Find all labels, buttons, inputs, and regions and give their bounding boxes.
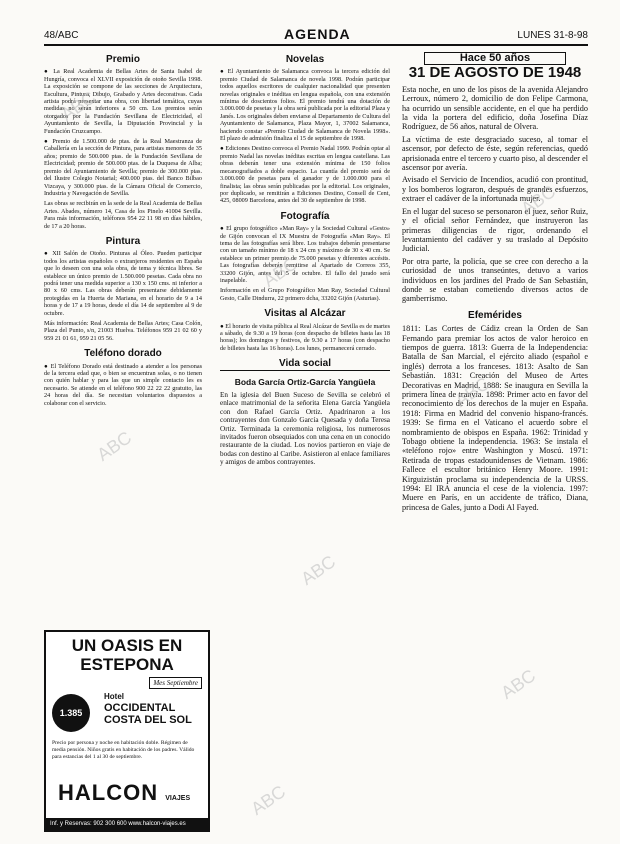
premio-text-3: Las obras se recibirán en la sede de la Real Academia de Bellas Artes. Abades, número 14, Casa de los Pinelo 41004 Sevilla. Para más información, teléfonos 954 22 11 98 en días hábiles, de 17 a 20 horas.: [44, 200, 202, 230]
ad-brand: HALCON: [58, 780, 159, 805]
pintura-text-2: Más información: Real Academia de Bellas Artes; Casa Colón, Plaza del Punto, s/n, 21003 Huelva. Teléfonos 959 21 02 60 y 959 21 01 61, 959 21 05 56.: [44, 320, 202, 342]
hace-text-4: En el lugar del suceso se personaron el juez, señor Ruiz, y el oficial señor Fernández, que instruyeron las primeras diligencias de rigor, ordenando el levantamiento del cadáver y su traslado al Depósito Judicial.: [402, 206, 588, 254]
wedding-title: Boda García Ortiz-García Yangüela: [234, 376, 376, 387]
heading-alcazar: Visitas al Alcázar: [264, 308, 346, 320]
hace-text-2: La víctima de este desgraciado suceso, al tomar el ascensor, por defecto de éste, según referencias, quedó aprisionada entre el tercero y cuarto piso, al descender el ascensor por avería.: [402, 134, 588, 173]
hace-text-3: Avisado el Servicio de Incendios, acudió con prontitud, y los bomberos lograron, después de grandes esfuerzos, extraer el cadáver de la infortunada mujer.: [402, 175, 588, 204]
watermark: ABC: [259, 253, 302, 291]
premio-text-1: ● La Real Academia de Bellas Artes de Santa Isabel de Hungría, convoca el XLVII exposición de otoño Sevilla 1998. La exposición se compone de las secciones de Arquitectura, Escultura, Pintura, Dibujo, Grabado y Artes decorativas. Cada artista podrá presentar una obra, con libertad temática, cuyas medidas no serán inferiores a 50 cm. Los premios serán otorgados por la Fundación Sevillana de Electricidad, el Ayuntamiento de Sevilla, la Diputación Provincial y la Fundación Cruzcampo.: [44, 68, 202, 135]
heading-fotografia: Fotografía: [280, 210, 330, 222]
ad-headline: UN OASIS EN ESTEPONA: [71, 636, 183, 674]
section-title: AGENDA: [284, 26, 351, 42]
halcon-advertisement[interactable]: [44, 630, 210, 832]
watermark: ABC: [297, 551, 340, 589]
issue-date: LUNES 31-8-98: [517, 30, 588, 41]
pintura-text-1: ● XII Salón de Otoño. Pinturas al Óleo. Pueden participar todos los artistas españoles o extranjeros residentes en España que lo deseen con una sola obra, de tema y técnica libres. Se establece un único premio de 1.500.000 pesetas. Cada obra no podrá tener una medida superior a 130 x 150 cms. ni inferior a 80 x 60 cms. Las obras deberán presentarse debidamente protegidas en la Huerta de Mariana, en el horario de 9 a 14 horas y de 17 a 19 horas, desde el día 14 de septiembre al 9 de octubre.: [44, 250, 202, 317]
page-number: 48/ABC: [44, 30, 79, 41]
ad-price: 1.385: [52, 694, 90, 732]
fotografia-text-1: ● El grupo fotográfico «Man Ray» y la Sociedad Cultural «Gesto» de Gijón convocan el IX Muestra de Fotografía «Man Ray». El tema de las fotografías será libre. Los trabajos deberán presentarse con un tamaño mínimo de 18 x 24 cm y máximo de 30 x 40 cm. Se establece un primer premio de 75.000 pesetas y diferentes accésits. Las fotografías deberán remitirse al Apartado de Correos 355, 33200 Gijón, antes del 5 de octubre. El fallo del jurado será inapelable.: [220, 225, 390, 284]
page-header: [44, 28, 588, 42]
ad-badge: Mes Septiembre: [149, 677, 202, 689]
hace-50-anos-tag: Hace 50 años: [424, 52, 566, 65]
ad-hotel-name: OCCIDENTAL COSTA DEL SOL: [104, 702, 192, 726]
hace-date-heading: 31 DE AGOSTO DE 1948: [408, 64, 582, 82]
heading-novelas: Novelas: [285, 54, 325, 65]
heading-premio: Premio: [106, 54, 140, 65]
wedding-text: En la iglesia del Buen Suceso de Sevilla se celebró el enlace matrimonial de la señorita Elena García Yangüela con don Rafael García Ortiz. Apadrinaron a los contrayentes don Gonzalo García Quesada y doña Teresa Ortiz. Terminada la ceremonia religiosa, los numerosos invitados fueron obsequiados con una cena en un conocido restaurante de la ciudad. Los novios partieron en viaje de bodas con destino al Caribe. Asistieron al enlace familiares y amigos de ambos contrayentes.: [220, 391, 390, 467]
column-right: [402, 48, 588, 842]
header-rule: [44, 44, 588, 46]
ad-hotel-label: Hotel: [104, 692, 124, 701]
telefono-text: ● El Teléfono Dorado está destinado a atender a los personas de la tercera edad que, o bien se encuentran solas, o no tienen con quién hablar y para las que un simple contacto les es necesario. Se atiende en el teléfono 900 22 22 22 gratuito, las 24 horas del día. Se necesitan voluntarios dispuestos a colaborar con el servicio.: [44, 362, 202, 407]
watermark: ABC: [517, 181, 560, 219]
heading-telefono: Teléfono dorado: [84, 348, 162, 360]
column-middle: [220, 48, 390, 842]
hace-text-5: Por otra parte, la policía, que se cree con derecho a la curiosidad de unos transeúntes, detuvo a varios individuos en los jardines del Prado de San Sebastián, donde se estaban cometiendo diversos actos de gamberrismo.: [402, 256, 588, 304]
fotografia-text-2: Información en el Grupo Fotográfico Man Ray, Sociedad Cultural Gesto, Calle Dindurra, 22 primero dcha, 33202 Gijón (Asturias).: [220, 287, 390, 302]
heading-efemerides: Efemérides: [468, 309, 522, 321]
ad-brand-sub: VIAJES: [165, 795, 191, 802]
ad-footer: Inf. y Reservas: 902 300 600 www.halcon-viajes.es: [46, 818, 208, 830]
premio-text-2: ● Premio de 1.500.000 de ptas. de la Real Maestranza de Caballería en la sección de Pintura, para artistas menores de 35 años; premio de 500.000 ptas. de la Fundación Sevillana de Electricidad; premio de 500.000 ptas. de la Duquesa de Alba; premio del Ayuntamiento de Sevilla; premio de 300.000 ptas. del Ilustre Colegio Notarial; 400.000 ptas. del Banco Bilbao Vizcaya, y 300.000 ptas. de la Cámara Oficial de Comercio, Industria y Navegación de Sevilla.: [44, 138, 202, 197]
novelas-text-2: ● Ediciones Destino convoca el Premio Nadal 1999. Podrán optar al premio Nadal las novelas inéditas escritas en lengua castellana. Las obras deberán tener una extensión mínima de 150 folios mecanografiados a doble espacio. La cuantía del premio será de 3.000.000 de pesetas para el ganador y de 1.000.000 para el finalista; las obras serán publicadas por la editorial. Los originales, por duplicado, se remitirán a Ediciones Destino, Consell de Cent, 425, 08009 Barcelona, antes del 30 de septiembre de 1998.: [220, 145, 390, 205]
watermark: ABC: [497, 665, 540, 703]
efemerides-text: 1811: Las Cortes de Cádiz crean la Orden de San Fernando para premiar los actos de valor heroico en tiempos de guerra. 1813: Guerra de la Independencia: Batalla de San Marcial, el ejército aliado (español e inglés) derrota a los franceses. 1813: Asalto de San Sebastián. 1831: Creación del Museo de Artes Decorativas en Madrid. 1888: Se inaugura en Sevilla la primera línea de tranvía. 1898: Primer acto en favor del reconocimiento de los derechos de la mujer en España. 1918: Firma en Madrid del convenio hispano-francés. 1939: Se firma en el Vaticano el acuerdo sobre el nombramiento de obispos en España. 1962: Trinidad y Tobago obtiene la independencia. 1963: Se instala el «teléfono rojo» entre Washington y Moscú. 1971: Retirada de tropas estadounidenses de Vietnam. 1986: Fallece el escultor británico Henry Moore. 1991: Kirguizistán proclama su independencia de la URSS. 1994: El IRA anuncia el cese de la violencia. 1997: Muere en París, en un accidente de tráfico, Diana, princesa de Gales, junto a Dodi Al Fayed.: [402, 324, 588, 512]
heading-vida-social: Vida social: [220, 360, 390, 370]
watermark: ABC: [247, 781, 290, 819]
heading-pintura: Pintura: [105, 235, 141, 247]
watermark: ABC: [57, 87, 100, 125]
alcazar-text: ● El horario de visita pública al Real Alcázar de Sevilla es de martes a sábado, de 9.30 a 19 horas (con despacho de billetes hasta las 18 horas); los domingos y festivos, de 9.30 a 17 horas (con despacho de billetes hasta las 16 horas). Los lunes, permanecerá cerrado.: [220, 322, 390, 352]
watermark: ABC: [93, 427, 136, 465]
ad-details: Precio por persona y noche en habitación doble. Régimen de media pensión. Niños gratis en habitación de los padres. Válido para estancias del 1 al 30 de septiembre.: [52, 740, 195, 760]
halcon-logo: [58, 780, 190, 806]
watermark: ABC: [451, 373, 494, 411]
novelas-text-1: ● El Ayuntamiento de Salamanca convoca la tercera edición del premio Ciudad de Salamanca de novela 1998. Podrán participar todos aquellos escritores de cualquier nacionalidad que presenten novelas originales e inéditas en lengua española, con una extensión mínima de doscientos folios. El premio tendrá una dotación de 3.000.000 de pesetas y la obra será publicada por la editorial Plaza y Janés. Los originales deben enviarse al Departamento de Cultura del Ayuntamiento de Salamanca, Plaza Mayor, 1, 37002 Salamanca, haciendo constar «Premio Ciudad de Salamanca de Novela 1998». El plazo de admisión finaliza el 15 de septiembre de 1998.: [220, 68, 390, 143]
hace-text-1: Esta noche, en uno de los pisos de la avenida Alejandro Lerroux, número 2, domicilio de don Felipe Carmona, ha ocurrido un sensible accidente, en el que ha perdido la vida la portera del edificio, doña Josefina Díaz Rodríguez, de 56 años, natural de Olvera.: [402, 84, 588, 132]
